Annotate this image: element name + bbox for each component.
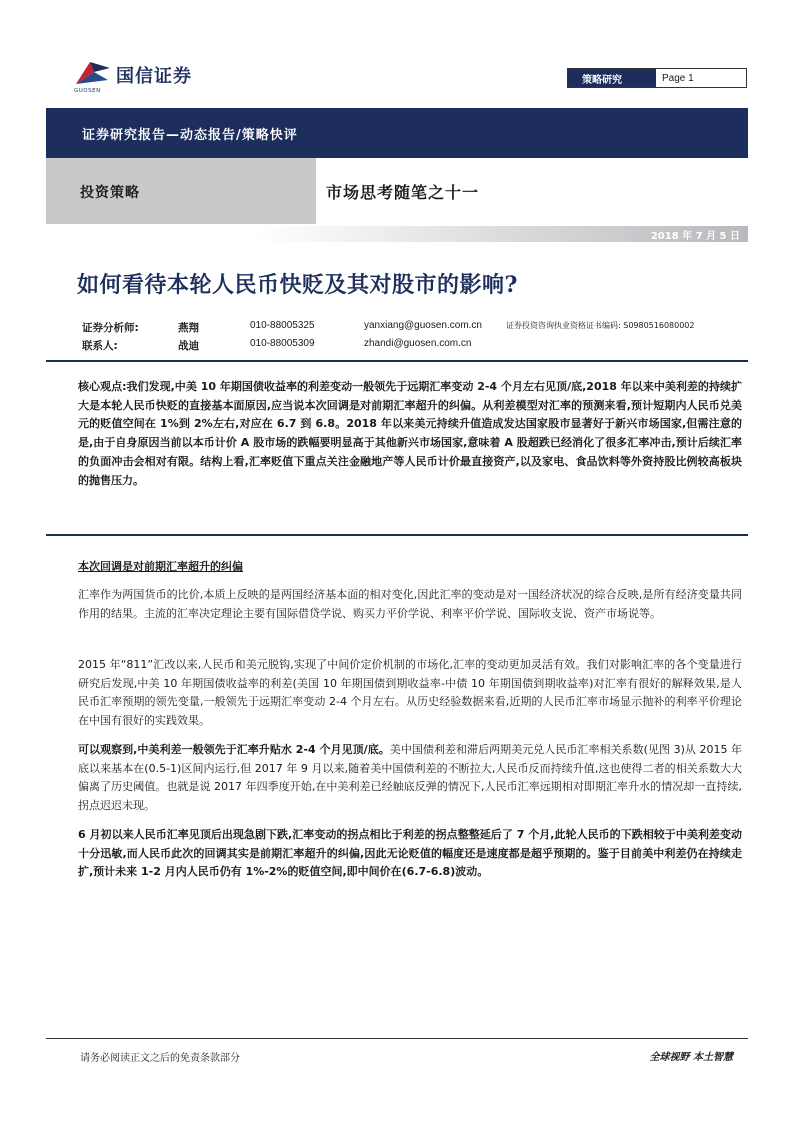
contact-phone: 010-88005309	[250, 338, 315, 349]
paragraph-3-body: 美中国债利差和滞后两期美元兑人民币汇率相关系数(见图 3)从 2015 年底以来基本在(0.5-1)区间内运行,但 2017 年 9 月以来,随着美中国债利差的不断拉大,人民币反而持续升值,这也使得二者的相关系数大大偏离了历史阈值。也就是说 2017 年四季度开始,在中美利差已经触底反弹的情况下,人民币汇率远期相对即期汇率升水的情况却一直持续,拐点迟迟未现。	[78, 743, 742, 813]
section-band	[46, 158, 316, 224]
company-logo	[72, 58, 232, 98]
series-title: 市场思考随笔之十一	[326, 183, 480, 202]
contact-name: 战迪	[178, 340, 199, 352]
slogan: 全球视野 本土智慧	[649, 1052, 733, 1063]
report-category: 策略研究	[568, 69, 656, 87]
analyst-cert: 证券投资咨询执业资格证书编码: S0980516080002	[506, 321, 695, 330]
analyst-name: 燕翔	[178, 322, 199, 334]
footer-divider	[46, 1038, 748, 1039]
date-bar	[46, 226, 748, 242]
logo-text: 国信证券	[116, 66, 192, 87]
analyst-phone: 010-88005325	[250, 320, 315, 331]
analyst-label: 证券分析师:	[82, 322, 139, 334]
page-title: 如何看待本轮人民币快贬及其对股市的影响?	[77, 272, 518, 298]
paragraph-3	[78, 741, 742, 816]
divider	[46, 360, 748, 362]
contact-label: 联系人:	[82, 340, 118, 352]
series-band	[316, 158, 748, 224]
page-number: Page 1	[662, 72, 694, 84]
report-type: 证券研究报告—动态报告/策略快评	[82, 128, 298, 143]
logo-english: GUOSEN	[74, 88, 101, 94]
contact-email: zhandi@guosen.com.cn	[364, 338, 472, 349]
paragraph-3-lead: 可以观察到,中美利差一般领先于汇率升贴水 2-4 个月见顶/底。	[78, 743, 390, 756]
report-tag	[567, 68, 747, 88]
divider	[46, 534, 748, 536]
analyst-email: yanxiang@guosen.com.cn	[364, 320, 482, 331]
disclaimer-link: 请务必阅读正文之后的免责条款部分	[80, 1053, 240, 1064]
paragraph-4: 6 月初以来人民币汇率见顶后出现急剧下跌,汇率变动的拐点相比于利差的拐点整整延后了 7 个月,此轮人民币的下跌相较于中美利差变动十分迅敏,而人民币此次的回调其实是前期汇率超升的纠偏,因此无论贬值的幅度还是速度都是超乎预期的。鉴于目前美中利差仍在持续走扩,预计未来 1-2 月内人民币仍有 1%-2%的贬值空间,即中间价在(6.7-6.8)波动。	[78, 828, 742, 879]
paragraph-2: 2015 年“811”汇改以来,人民币和美元脱钩,实现了中间价定价机制的市场化,汇率的变动更加灵活有效。我们对影响汇率的各个变量进行研究后发现,中美 10 年期国债收益率的利差(美国 10 年期国债到期收益率-中债 10 年期国债到期收益率)对汇率有很好的解释效果,是人民币汇率预期的领先变量,一般领先于远期汇率变动 2-4 个月左右。从历史经验数据来看,近期的人民币汇率市场显示抛补的利率平价理论在中国有很好的实践效果。	[78, 658, 742, 728]
paragraph-1: 汇率作为两国货币的比价,本质上反映的是两国经济基本面的相对变化,因此汇率的变动是对一国经济状况的综合反映,是所有经济变量共同作用的结果。主流的汇率决定理论主要有国际借贷学说、购买力平价学说、利率平价学说、国际收支说、资产市场说等。	[78, 588, 742, 620]
report-date: 2018 年 7 月 5 日	[650, 231, 740, 242]
guosen-logo-icon	[72, 58, 112, 88]
report-type-band	[46, 108, 748, 158]
section-heading: 本次回调是对前期汇率超升的纠偏	[78, 560, 243, 573]
section-label: 投资策略	[80, 185, 140, 201]
core-view: 核心观点:我们发现,中美 10 年期国债收益率的利差变动一般领先于远期汇率变动 2-4 个月左右见顶/底,2018 年以来中美利差的持续扩大是本轮人民币快贬的直接基本面原因,应当说本次回调是对前期汇率超升的纠偏。从利差模型对汇率的预测来看,预计短期内人民币兑美元的贬值空间在 1%到 2%左右,对应在 6.7 到 6.8。2018 年以来美元持续升值造成发达国家股市显著好于新兴市场国家,但需注意的是,由于自身原因当前以本币计价 A 股市场的跌幅要明显高于其他新兴市场国家,意味着 A 股超跌已经消化了很多汇率冲击,预计后续汇率的负面冲击会相对有限。结构上看,汇率贬值下重点关注金融地产等人民币计价最直接资产,以及家电、食品饮料等外资持股比例较高板块的抛售压力。	[78, 380, 742, 487]
